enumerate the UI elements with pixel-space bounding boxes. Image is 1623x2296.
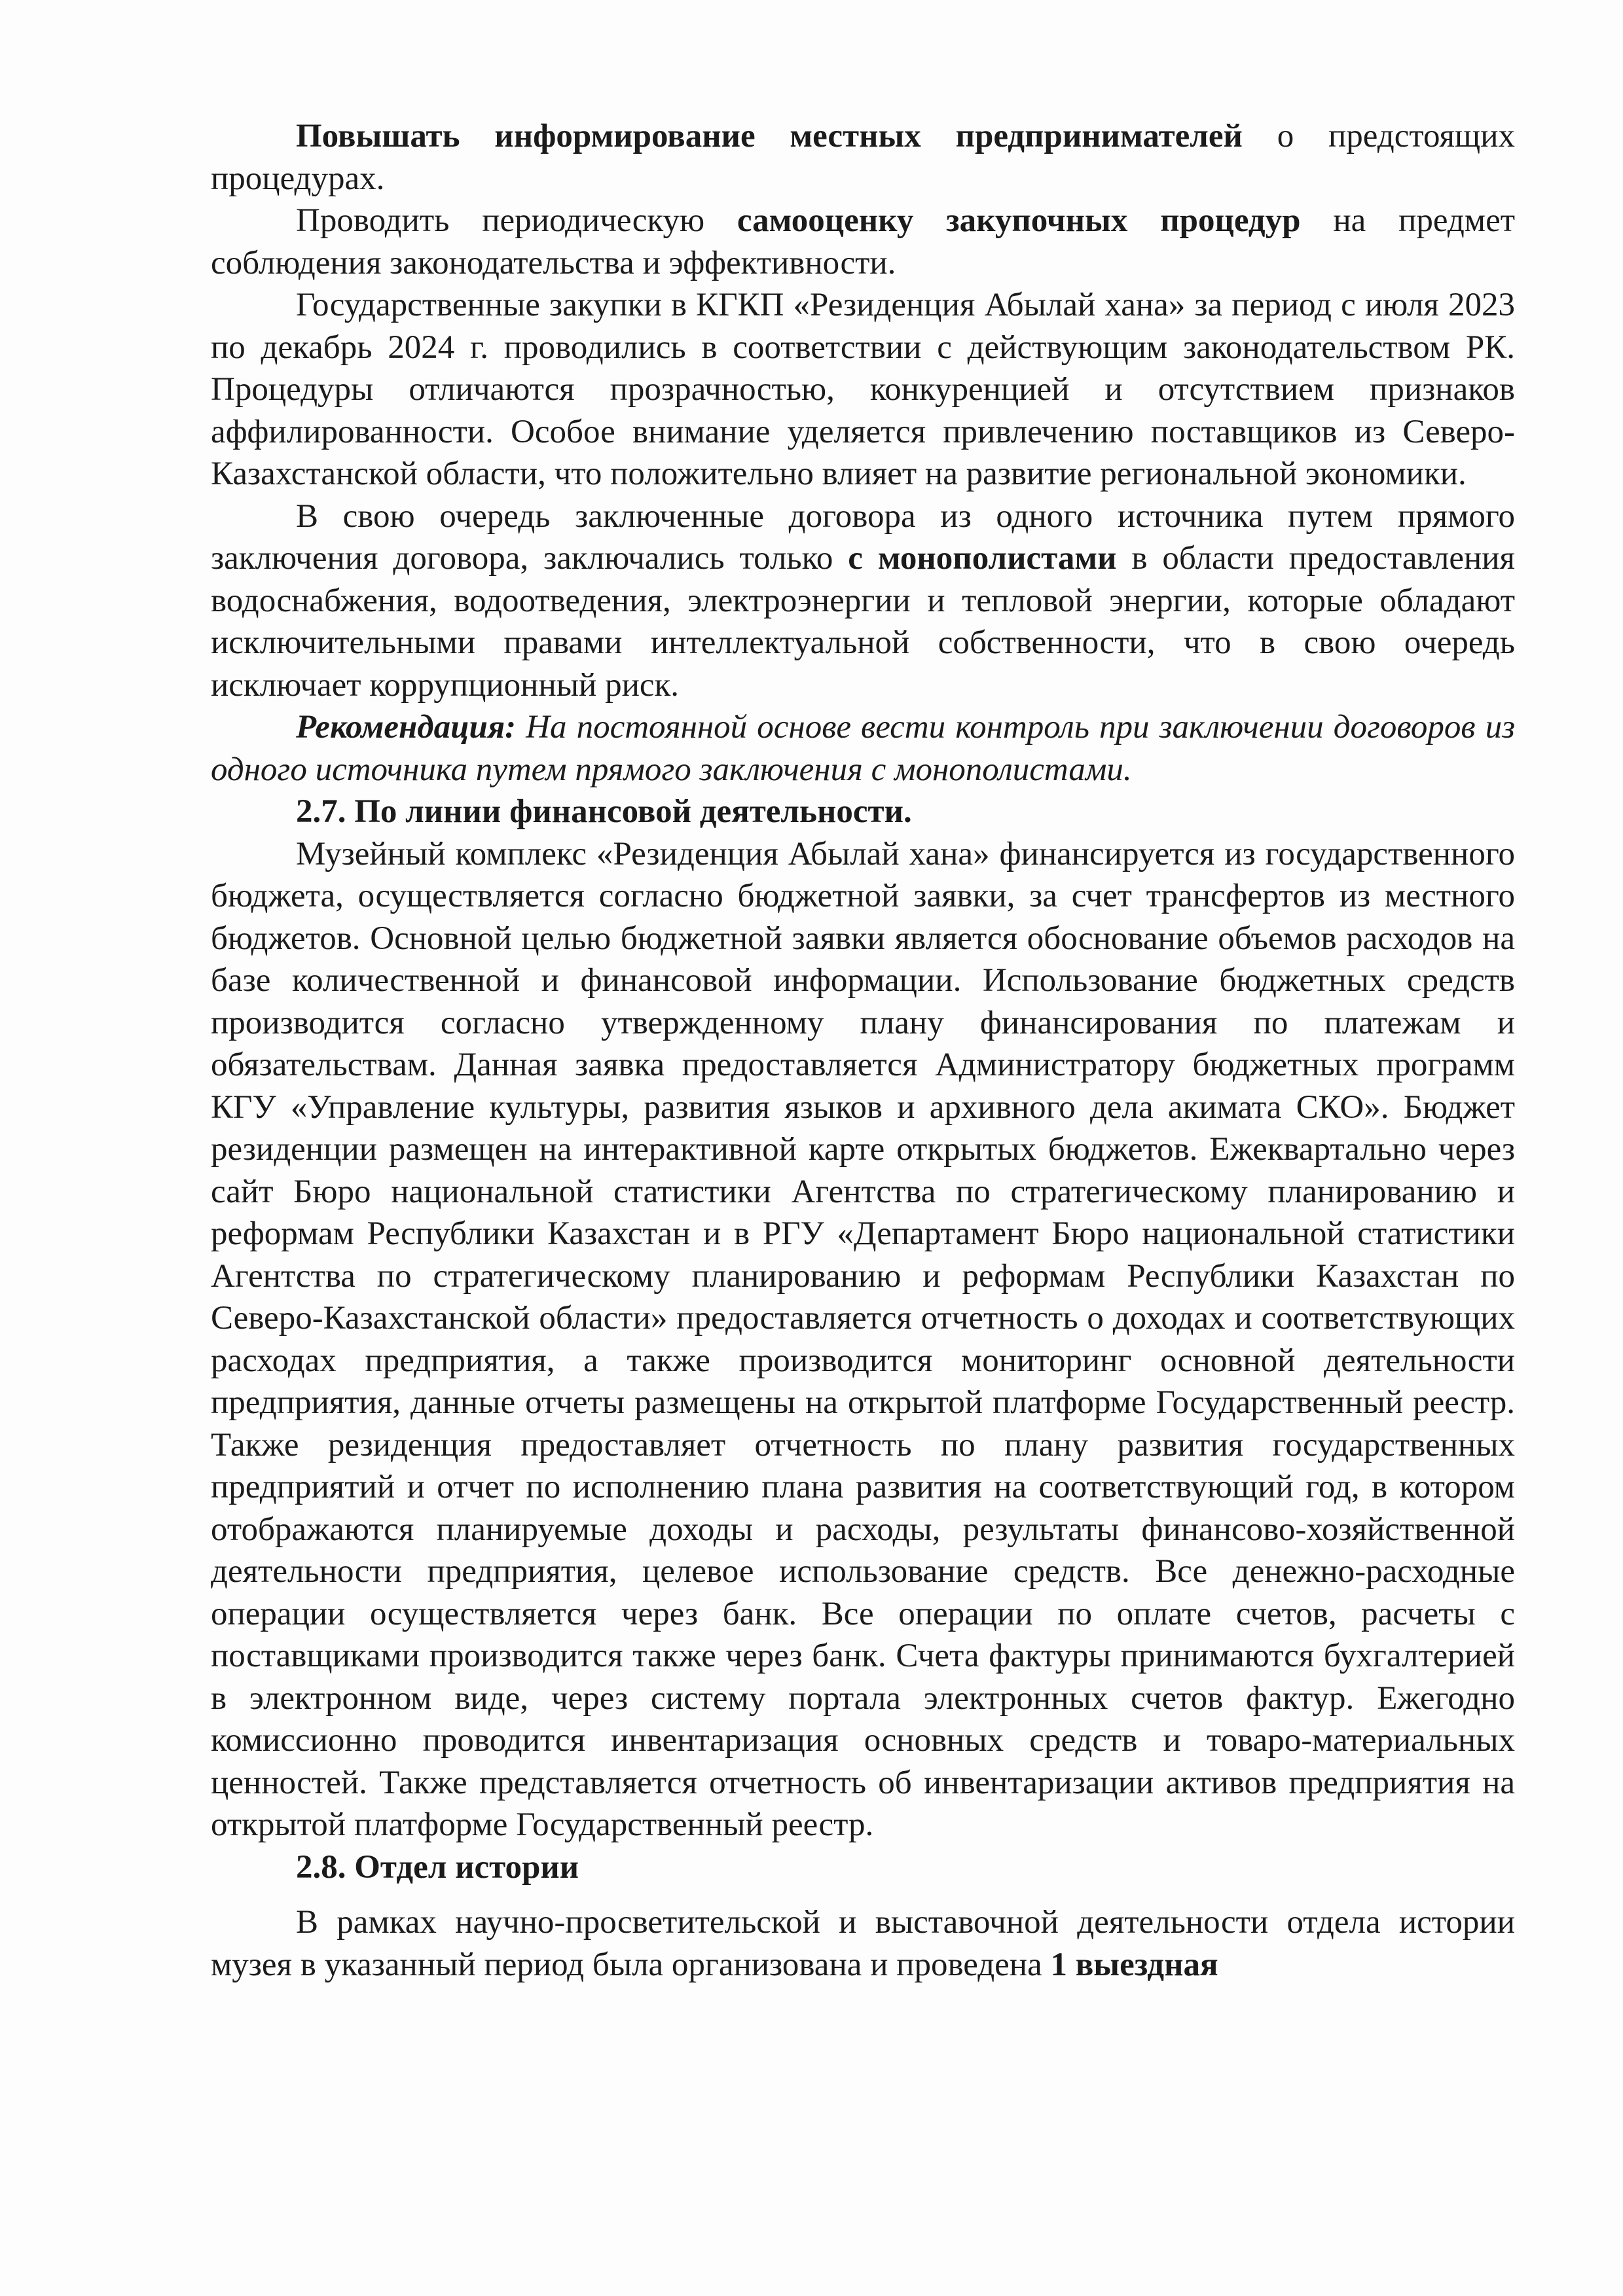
- paragraph-text: о предстоящих процедурах.: [211, 118, 1515, 197]
- paragraph-bold-phrase: самооценку закупочных процедур: [737, 202, 1301, 239]
- paragraph-text: на предмет соблюдения законодательства и эффективности.: [211, 202, 1515, 281]
- section-2-8-heading: 2.8. Отдел истории: [296, 1848, 579, 1886]
- section-2-7-heading: 2.7. По линии финансовой деятельности.: [296, 793, 912, 830]
- paragraph-bold-phrase: с монополистами: [848, 540, 1117, 577]
- section-2-7-body: Музейный комплекс «Резиденция Абылай хана» финансируется из государственного бюджета, осуществляется согласно бюджетной заявки, за счет трансфертов из местного бюджетов. Основной целью бюджетной заявки является обоснование объемов расходов на базе количественной и финансовой информации. Использование бюджетных средств производится согласно утвержденному плану финансирования по платежам и обязательствам. Данная заявка предоставляется Администратору бюджетных программ КГУ «Управление культуры, развития языков и архивного дела акимата СКО». Бюджет резиденции размещен на интерактивной карте открытых бюджетов. Ежеквартально через сайт Бюро национальной статистики Агентства по стратегическому планированию и реформам Республики Казахстан и в РГУ «Департамент Бюро национальной статистики Агентства по стратегическому планированию и реформам Республики Казахстан по Северо-Казахстанской области» предоставляется отчетность о доходах и соответствующих расходах предприятия, а также производится мониторинг основной деятельности предприятия, данные отчеты размещены на открытой платформе Государственный реестр. Также резиденция предоставляет отчетность по плану развития государственных предприятий и отчет по исполнению плана развития на соответствующий год, в котором отображаются планируемые доходы и расходы, результаты финансово-хозяйственной деятельности предприятия, целевое использование средств. Все денежно-расходные операции осуществляется через банк. Все операции по оплате счетов, расчеты с поставщиками производится также через банк. Счета фактуры принимаются бухгалтерией в электронном виде, через систему портала электронных счетов фактур. Ежегодно комиссионно проводится инвентаризация основных средств и товаро-материальных ценностей. Также представляется отчетность об инвентаризации активов предприятия на открытой платформе Государственный реестр.: [211, 835, 1515, 1843]
- paragraph-text: Проводить периодическую: [296, 202, 737, 239]
- recommendation-text: На постоянной основе вести контроль при заключении договоров из одного источника путем прямого заключения с монополистами.: [211, 709, 1515, 788]
- paragraph-text: в области предоставления водоснабжения, водоотведения, электроэнергии и тепловой энергии, которые обладают исключительными правами интеллектуальной собственности, что в свою очередь исключает коррупционный риск.: [211, 540, 1516, 704]
- recommendation-label: Рекомендация:: [296, 709, 517, 745]
- document-body: [211, 115, 1515, 1986]
- section-2-8-body: [211, 1901, 1515, 1986]
- paragraph-self-assessment: [211, 200, 1515, 284]
- paragraph-local-entrepreneurs: [211, 115, 1515, 200]
- paragraph-text: В свою очередь заключенные договора из одного источника путем прямого заключения договора, заключались только: [211, 497, 1515, 577]
- paragraph-public-procurement: Государственные закупки в КГКП «Резиденция Абылай хана» за период с июля 2023 по декабрь 2024 г. проводились в соответствии с действующим законодательством РК. Процедуры отличаются прозрачностью, конкуренцией и отсутствием признаков аффилированности. Особое внимание уделяется привлечению поставщиков из Северо-Казахстанской области, что положительно влияет на развитие региональной экономики.: [211, 287, 1515, 492]
- paragraph-bold-phrase: Повышать информирование местных предпринимателей: [296, 118, 1243, 154]
- paragraph-bold-phrase: 1 выездная: [1050, 1946, 1218, 1983]
- paragraph-monopolists: [211, 495, 1515, 707]
- paragraph-text: В рамках научно-просветительской и выставочной деятельности отдела истории музея в указанный период была организована и проведена: [211, 1904, 1515, 1983]
- recommendation-paragraph: [211, 706, 1515, 791]
